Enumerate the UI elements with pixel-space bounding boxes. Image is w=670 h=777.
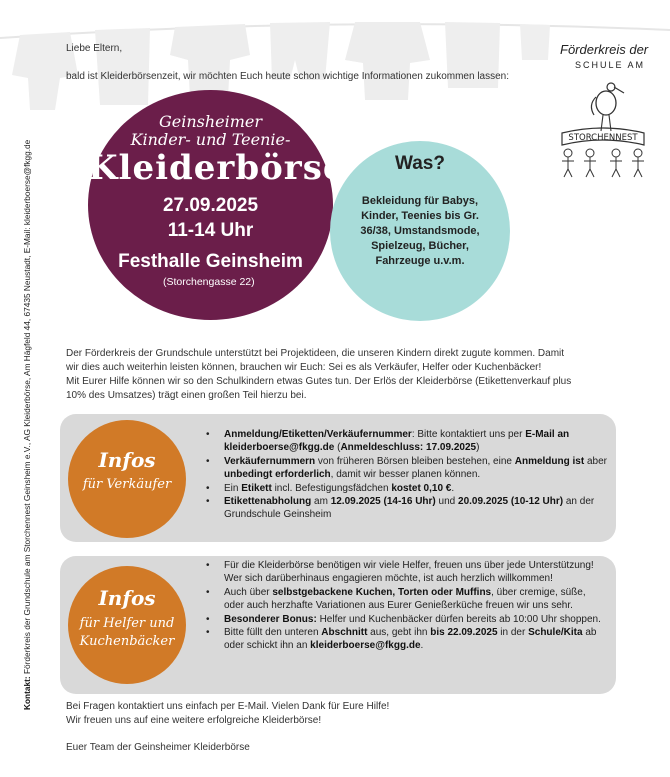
logo-line1: Förderkreis der — [560, 42, 649, 57]
contact-sidebar — [22, 50, 36, 710]
intro-text: bald ist Kleiderbörsenzeit, wir möchten Euch heute schon wichtige Informationen zukommen lassen: — [66, 71, 510, 82]
logo-banner: STORCHENNEST — [568, 133, 638, 143]
event-address: (Storchengasse 22) — [163, 276, 255, 288]
closing-line: Bei Fragen kontaktiert uns einfach per E-Mail. Vielen Dank für Eure Hilfe! — [66, 701, 390, 712]
helper-badge-subtitle: für Helfer und — [79, 616, 175, 631]
greeting: Liebe Eltern, — [66, 43, 123, 54]
helper-badge-title: Infos — [98, 586, 156, 610]
logo-line2: SCHULE AM — [575, 60, 646, 70]
list-item: • Auch über selbstgebackene Kuchen, Torten oder Muffins, über cremige, süße, oder auch herzhafte Variationen aus Eurer Genießerküche freuen wir uns sehr. — [204, 586, 608, 613]
event-circle — [88, 90, 346, 320]
seller-bullet-list — [204, 428, 608, 522]
event-title: Kleiderbörse — [88, 148, 346, 188]
what-text: Bekleidung für Babys, Kinder, Teenies bis Gr. 36/38, Umstandsmode, Spielzeug, Bücher, Fahrzeuge u.v.m. — [360, 195, 480, 267]
event-line1: Geinsheimer — [158, 112, 263, 131]
list-item: • Für die Kleiderbörse benötigen wir viele Helfer, freuen uns über jede Unterstützung! Wer sich darüberhinaus engagieren möchte, ist auch herzlich willkommen! — [204, 559, 608, 586]
helper-badge-subtitle: Kuchenbäcker — [79, 634, 175, 649]
helper-bullet-list — [204, 559, 608, 653]
paragraph-line: Mit Eurer Hilfe können wir so den Schulkindern etwas Gutes tun. Der Erlös der Kleiderbörse (Etikettenverkauf plus — [66, 376, 572, 387]
helper-info-badge — [68, 566, 186, 684]
list-item: • Etikettenabholung am 12.09.2025 (14-16 Uhr) und 20.09.2025 (10-12 Uhr) an der Grundschule Geinsheim — [204, 495, 608, 522]
contact-text: Förderkreis der Grundschule am Storchennest Geinsheim e.V., AG Kleiderbörse, Am Hägfeld 44, 67435 Neustadt, E-Mail: kleiderboerse@fkgg.de — [22, 139, 32, 677]
event-time: 11-14 Uhr — [167, 220, 254, 241]
event-date: 27.09.2025 — [162, 195, 259, 216]
list-item: • Bitte füllt den unteren Abschnitt aus, gebt ihn bis 22.09.2025 in der Schule/Kita ab oder schickt ihn an kleiderboerse@fkgg.de. — [204, 626, 608, 653]
contact-label: Kontakt: — [22, 676, 32, 710]
paragraph-line: 10% des Umsatzes) trägt einen großen Teil hierzu bei. — [66, 390, 307, 401]
paragraph-line: wir dies auch weiterhin leisten können, brauchen wir Euch: Sei es als Verkäufer, Helfer oder Kuchenbäcker! — [66, 362, 542, 373]
event-venue: Festhalle Geinsheim — [118, 251, 303, 272]
closing-text — [66, 700, 389, 728]
seller-info-badge — [68, 420, 186, 538]
seller-badge-title: Infos — [98, 448, 156, 472]
signature: Euer Team der Geinsheimer Kleiderbörse — [66, 742, 250, 753]
paragraph-line: Der Förderkreis der Grundschule unterstützt bei Projektideen, die unseren Kindern direkt zugute kommen. Damit — [66, 348, 565, 359]
closing-line: Wir freuen uns auf eine weitere erfolgreiche Kleiderbörse! — [66, 715, 322, 726]
list-item: • Verkäufernummern von früheren Börsen bleiben bestehen, eine Anmeldung ist aber unbedingt erforderlich, damit wir besser planen können. — [204, 455, 608, 482]
list-item: • Ein Etikett incl. Befestigungsfädchen kostet 0,10 €. — [204, 482, 608, 495]
what-title: Was? — [395, 153, 445, 174]
list-item: • Anmeldung/Etiketten/Verkäufernummer: Bitte kontaktiert uns per E-Mail an kleiderboerse@fkgg.de (Anmeldeschluss: 17.09.2025) — [204, 428, 608, 455]
list-item: • Besonderer Bonus: Helfer und Kuchenbäcker dürfen bereits ab 10:00 Uhr shoppen. — [204, 613, 608, 626]
intro-paragraph — [66, 347, 626, 403]
what-circle — [330, 141, 510, 321]
seller-badge-subtitle: für Verkäufer — [82, 477, 172, 492]
event-line2: Kinder- und Teenie- — [130, 130, 291, 149]
